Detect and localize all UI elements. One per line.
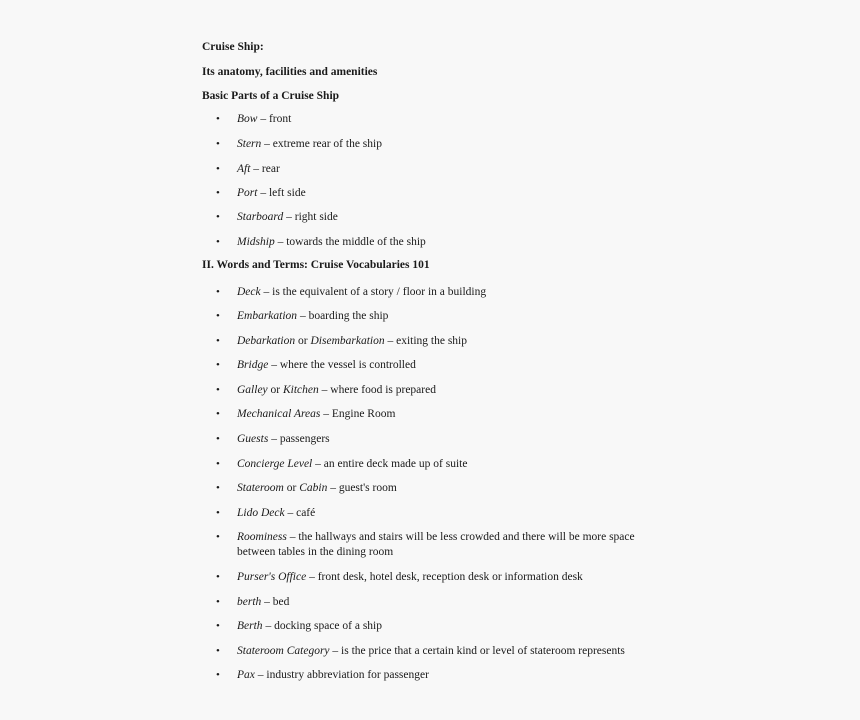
bullet-icon: •	[216, 507, 220, 519]
term: Debarkation	[237, 335, 296, 347]
list-item-text	[237, 358, 667, 373]
bullet-icon: •	[216, 187, 220, 199]
list-item-text	[237, 644, 667, 659]
definition: – passengers	[268, 433, 330, 445]
list-item-text	[237, 457, 667, 472]
definition: – is the price that a certain kind or level of stateroom represents	[329, 645, 625, 657]
definition: – guest's room	[327, 482, 397, 494]
term: Deck	[237, 286, 261, 298]
bullet-icon: •	[216, 458, 220, 470]
list-item-text	[237, 407, 667, 422]
definition: – Engine Room	[320, 408, 396, 420]
document-subtitle: Its anatomy, facilities and amenities	[202, 66, 378, 78]
term: Stateroom Category	[237, 645, 330, 657]
bullet-icon: •	[216, 669, 220, 681]
term: Starboard	[237, 211, 284, 223]
bullet-icon: •	[216, 482, 220, 494]
bullet-icon: •	[216, 620, 220, 632]
list-item-text	[237, 162, 667, 177]
definition: – front	[257, 113, 292, 125]
section-heading-vocabulary: II. Words and Terms: Cruise Vocabularies 101	[202, 259, 430, 271]
list-item-text	[237, 619, 667, 634]
bullet-icon: •	[216, 571, 220, 583]
term: berth	[237, 596, 262, 608]
bullet-icon: •	[216, 138, 220, 150]
list-item-text	[237, 235, 667, 250]
term: Mechanical Areas	[237, 408, 321, 420]
bullet-icon: •	[216, 335, 220, 347]
bullet-icon: •	[216, 433, 220, 445]
term-alternate: Cabin	[299, 482, 328, 494]
definition: – exiting the ship	[384, 335, 468, 347]
list-item-text	[237, 570, 667, 585]
connector-text: or	[295, 335, 311, 347]
term: Port	[237, 187, 258, 199]
definition: – an entire deck made up of suite	[312, 458, 468, 470]
definition: – front desk, hotel desk, reception desk or information desk	[306, 571, 583, 583]
list-item-text	[237, 334, 667, 349]
definition: – extreme rear of the ship	[261, 138, 382, 150]
term-alternate: Kitchen	[283, 384, 319, 396]
term: Lido Deck	[237, 507, 285, 519]
bullet-icon: •	[216, 408, 220, 420]
term: Stern	[237, 138, 262, 150]
term: Stateroom	[237, 482, 284, 494]
term: Midship	[237, 236, 275, 248]
term: Embarkation	[237, 310, 298, 322]
definition: – docking space of a ship	[262, 620, 383, 632]
bullet-icon: •	[216, 286, 220, 298]
bullet-icon: •	[216, 531, 220, 543]
term: Bow	[237, 113, 258, 125]
bullet-icon: •	[216, 384, 220, 396]
term: Berth	[237, 620, 263, 632]
definition: – where food is prepared	[318, 384, 436, 396]
list-item-text	[237, 383, 667, 398]
list-item-text	[237, 186, 667, 201]
definition: – café	[284, 507, 316, 519]
definition: – towards the middle of the ship	[274, 236, 426, 248]
term: Bridge	[237, 359, 269, 371]
bullet-icon: •	[216, 645, 220, 657]
list-item-text	[237, 668, 667, 683]
connector-text: or	[283, 482, 300, 494]
list-item-text	[237, 481, 667, 496]
definition: – where the vessel is controlled	[268, 359, 416, 371]
list-item-text	[237, 506, 667, 521]
bullet-icon: •	[216, 236, 220, 248]
bullet-icon: •	[216, 163, 220, 175]
document-title: Cruise Ship:	[202, 41, 264, 53]
term: Roominess	[237, 531, 287, 543]
list-item-text	[237, 285, 667, 300]
definition: – right side	[283, 211, 338, 223]
list-item-text	[237, 595, 667, 610]
definition: – the hallways and stairs will be less crowded and there will be more space between tables in the dining room	[237, 531, 635, 558]
section-heading-basic-parts: Basic Parts of a Cruise Ship	[202, 90, 340, 102]
definition: – is the equivalent of a story / floor in a building	[260, 286, 487, 298]
term-alternate: Disembarkation	[310, 335, 385, 347]
definition: – boarding the ship	[297, 310, 389, 322]
bullet-icon: •	[216, 211, 220, 223]
list-item-text	[237, 432, 667, 447]
term: Galley	[237, 384, 268, 396]
list-item-text	[237, 530, 667, 560]
bullet-icon: •	[216, 359, 220, 371]
list-item-text	[237, 309, 667, 324]
bullet-icon: •	[216, 596, 220, 608]
term: Aft	[237, 163, 251, 175]
list-item-text	[237, 112, 667, 127]
definition: – bed	[261, 596, 290, 608]
term: Guests	[237, 433, 269, 445]
connector-text: or	[267, 384, 283, 396]
term: Concierge Level	[237, 458, 313, 470]
term: Pax	[237, 669, 255, 681]
term: Purser's Office	[237, 571, 307, 583]
definition: – rear	[250, 163, 280, 175]
definition: – left side	[257, 187, 306, 199]
list-item-text	[237, 137, 667, 152]
bullet-icon: •	[216, 113, 220, 125]
list-item-text	[237, 210, 667, 225]
bullet-icon: •	[216, 310, 220, 322]
definition: – industry abbreviation for passenger	[254, 669, 429, 681]
